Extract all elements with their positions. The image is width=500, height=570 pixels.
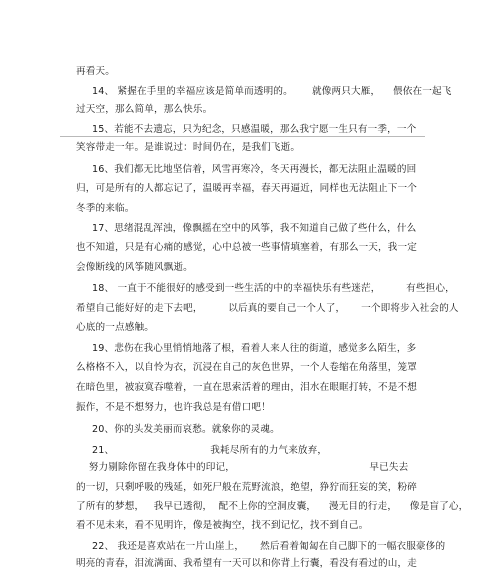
text-line-2: 14、 紧握在手里的幸福应该是简单而透明的。 就像两只大雁， 偎依在一起飞 xyxy=(92,86,452,97)
text-line-25: 22、 我还是喜欢站在一片山崖上， 然后看着匍匐在自己脚下的一幅衣服豪侈的 xyxy=(92,541,446,552)
text-line-17: 在暗色里，被寂寞吞噬着，一直在思索活着的理由，泪水在眼眶打转，不是不想 xyxy=(76,382,418,393)
text-line-14: 心底的一点感触。 xyxy=(76,322,154,333)
text-line-3: 过天空，那么简单，那么快乐。 xyxy=(76,104,213,115)
text-line-21: 努力剔除你留在我身体中的印记， 早已失去 xyxy=(76,462,409,473)
text-line-24: 看不见未来，看不见明许，像是被掏空，找不到记忆，找不到自己。 xyxy=(76,520,369,531)
text-line-10: 也不知道，只是有心痛的感觉，心中总被一些事情填塞着，有那么一天，我一定 xyxy=(76,242,418,253)
text-line-13: 希望自己能好好的走下去吧， 以后真的要自己一个人了， 一个即将步入社会的人 xyxy=(76,303,459,314)
text-line-1: 再看天。 xyxy=(76,66,115,77)
text-line-11: 会像断线的风筝随风飘逝。 xyxy=(76,262,193,273)
text-line-5: 笑容带走一年。是谁说过：时间仍在，是我们飞逝。 xyxy=(76,142,301,153)
text-line-20: 21、 我耗尽所有的力气来放弃， xyxy=(92,445,328,456)
horizontal-divider xyxy=(60,136,425,137)
text-line-4: 15、若能不去遗忘，只为纪念，只感温暖，那么我宁愿一生只有一季，一个 xyxy=(92,124,417,135)
text-line-26: 明亮的青春，泪流满面、我希望有一天可以和你背上行囊，看没有看过的山，走 xyxy=(76,558,418,569)
text-line-9: 17、思绪混乱浑浊，像飘摇在空中的风筝，我不知道自己做了些什么，什么 xyxy=(92,223,417,234)
text-line-19: 20、你的头发美丽而哀愁。就象你的灵魂。 xyxy=(92,424,280,435)
text-line-12: 18、 一直于不能很好的感受到一些生活的中的幸福快乐有些迷茫， 有些担心， xyxy=(92,283,455,294)
text-line-7: 归，可是所有的人都忘记了，温暖再幸福，春天再逼近，同样也无法阻止下一个 xyxy=(76,183,418,194)
text-line-23: 了所有的梦想， 我早已透彻， 配不上你的空洞皮囊， 漫无目的行走， 像是盲了心， xyxy=(76,501,469,512)
text-line-16: 么格格不入，以自怜为衣，沉浸在自己的灰色世界，一个人卷缩在角落里，笼罩 xyxy=(76,362,418,373)
text-line-6: 16、我们都无比地坚信着，风雪再寒冷，冬天再漫长，都无法阻止温暖的回 xyxy=(92,164,417,175)
text-line-15: 19、悲伤在我心里悄悄地落了根，看着人来人往的街道，感觉多么陌生，多 xyxy=(92,343,417,354)
text-line-18: 振作，不是不想努力，也许我总是有借口吧！ xyxy=(76,402,271,413)
text-line-22: 的一切，只剩呼吸的残延，如死尸般在荒野流浪，绝望，狰狞而狂妄的笑，粉碎 xyxy=(76,482,418,493)
text-line-8: 冬季的来临。 xyxy=(76,203,135,214)
